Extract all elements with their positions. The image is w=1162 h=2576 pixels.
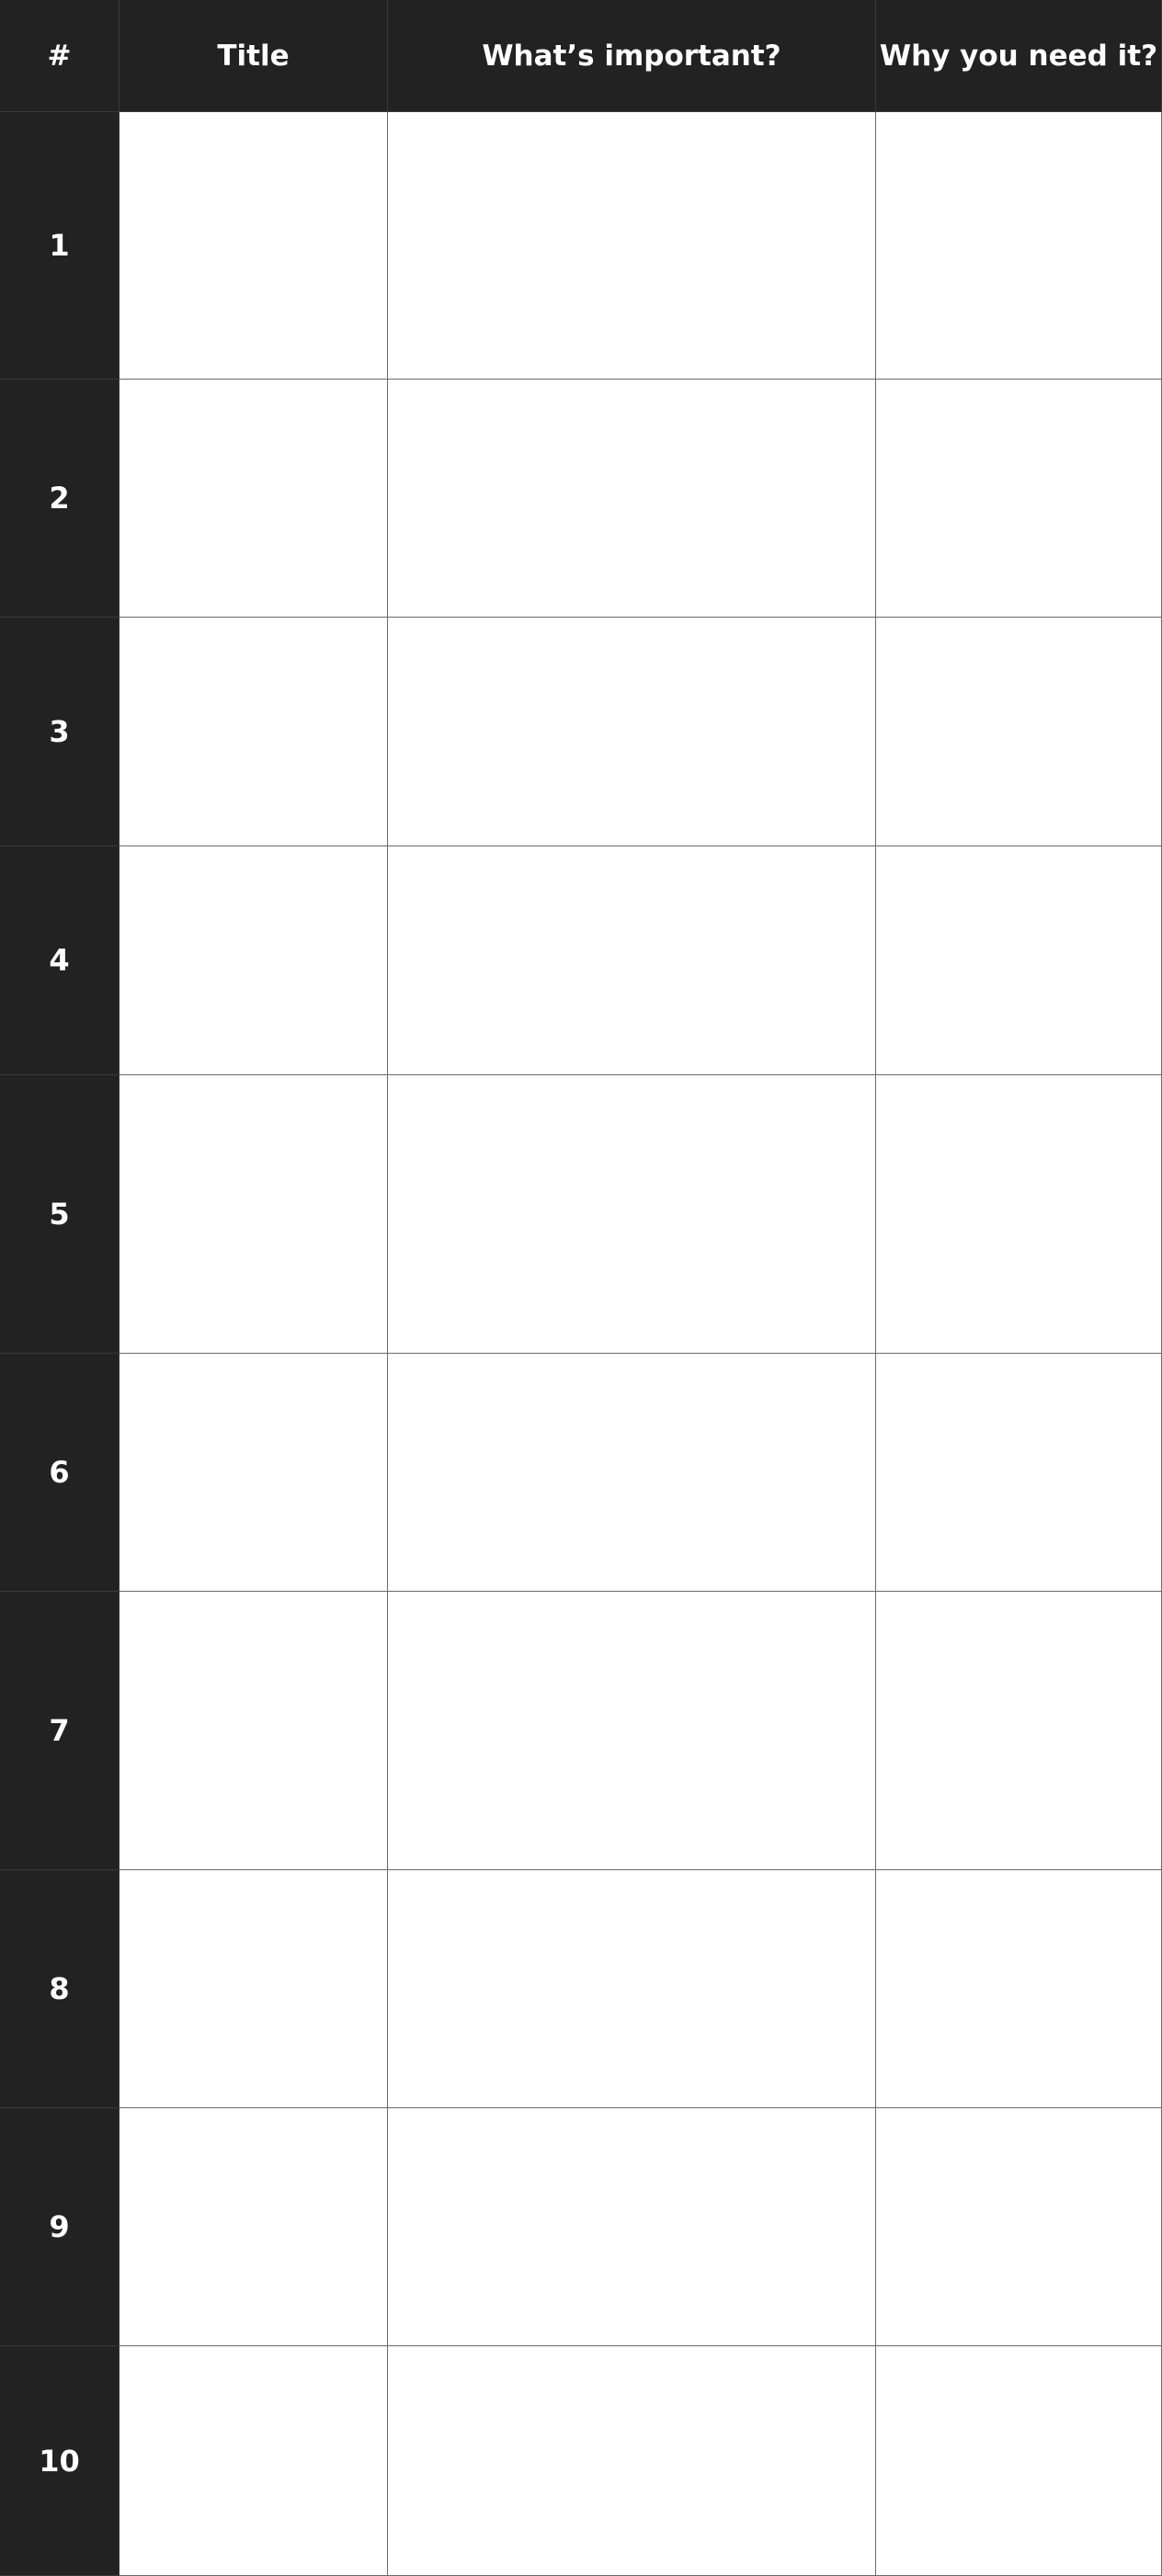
- whats-important-cell[interactable]: [388, 1870, 876, 2108]
- whats-important-cell[interactable]: [388, 1354, 876, 1592]
- why-you-need-it-cell[interactable]: [876, 1592, 1162, 1870]
- title-cell[interactable]: [120, 1870, 388, 2108]
- title-cell[interactable]: [120, 2346, 388, 2576]
- whats-important-cell[interactable]: [388, 846, 876, 1075]
- why-you-need-it-cell[interactable]: [876, 1075, 1162, 1354]
- column-header-whats-important: What’s important?: [388, 0, 876, 112]
- row-number: 4: [0, 846, 120, 1075]
- row-number: 2: [0, 380, 120, 618]
- column-header-number: #: [0, 0, 120, 112]
- title-cell[interactable]: [120, 112, 388, 380]
- why-you-need-it-cell[interactable]: [876, 2108, 1162, 2346]
- title-cell[interactable]: [120, 2108, 388, 2346]
- row-number: 10: [0, 2346, 120, 2576]
- column-header-why-you-need-it: Why you need it?: [876, 0, 1162, 112]
- why-you-need-it-cell[interactable]: [876, 380, 1162, 618]
- why-you-need-it-cell[interactable]: [876, 846, 1162, 1075]
- whats-important-cell[interactable]: [388, 380, 876, 618]
- row-number: 8: [0, 1870, 120, 2108]
- why-you-need-it-cell[interactable]: [876, 112, 1162, 380]
- whats-important-cell[interactable]: [388, 2346, 876, 2576]
- why-you-need-it-cell[interactable]: [876, 2346, 1162, 2576]
- why-you-need-it-cell[interactable]: [876, 1870, 1162, 2108]
- whats-important-cell[interactable]: [388, 1075, 876, 1354]
- whats-important-cell[interactable]: [388, 1592, 876, 1870]
- row-number: 6: [0, 1354, 120, 1592]
- whats-important-cell[interactable]: [388, 112, 876, 380]
- row-number: 7: [0, 1592, 120, 1870]
- whats-important-cell[interactable]: [388, 618, 876, 846]
- whats-important-cell[interactable]: [388, 2108, 876, 2346]
- title-cell[interactable]: [120, 1075, 388, 1354]
- column-header-title: Title: [120, 0, 388, 112]
- row-number: 5: [0, 1075, 120, 1354]
- title-cell[interactable]: [120, 380, 388, 618]
- why-you-need-it-cell[interactable]: [876, 1354, 1162, 1592]
- why-you-need-it-cell[interactable]: [876, 618, 1162, 846]
- row-number: 1: [0, 112, 120, 380]
- row-number: 3: [0, 618, 120, 846]
- row-number: 9: [0, 2108, 120, 2346]
- title-cell[interactable]: [120, 846, 388, 1075]
- title-cell[interactable]: [120, 1592, 388, 1870]
- title-cell[interactable]: [120, 1354, 388, 1592]
- title-cell[interactable]: [120, 618, 388, 846]
